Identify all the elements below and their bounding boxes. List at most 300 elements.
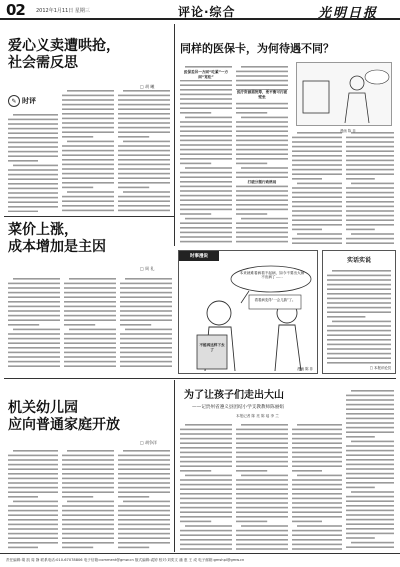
text-line bbox=[180, 227, 232, 229]
text-line bbox=[346, 473, 394, 475]
text-line bbox=[64, 306, 116, 308]
text-line bbox=[292, 210, 342, 212]
text-line bbox=[292, 146, 342, 148]
text-line bbox=[236, 539, 288, 541]
text-line bbox=[62, 491, 114, 493]
text-lines bbox=[346, 388, 394, 550]
article3-body-col3 bbox=[120, 276, 172, 368]
sidebar-title: 实话实说 bbox=[346, 257, 371, 264]
text-line bbox=[8, 352, 60, 354]
text-line bbox=[62, 455, 114, 457]
text-line bbox=[180, 140, 232, 142]
text-line bbox=[118, 510, 170, 512]
text-line bbox=[346, 215, 394, 217]
text-line bbox=[236, 121, 288, 123]
text-line bbox=[185, 475, 232, 477]
text-line bbox=[346, 187, 394, 189]
text-line bbox=[125, 329, 172, 331]
text-line bbox=[8, 533, 58, 535]
text-line bbox=[8, 510, 58, 512]
text-line bbox=[180, 534, 232, 536]
text-line bbox=[64, 365, 116, 367]
text-line bbox=[180, 121, 232, 123]
text-line bbox=[292, 187, 342, 189]
text-line bbox=[8, 183, 58, 185]
text-line bbox=[8, 296, 60, 298]
text-line bbox=[236, 241, 288, 243]
text-line bbox=[62, 99, 114, 101]
text-line bbox=[118, 104, 170, 106]
text-line bbox=[62, 464, 114, 466]
text-line bbox=[185, 167, 232, 169]
text-line bbox=[292, 219, 342, 221]
text-line bbox=[64, 315, 116, 317]
sidebar-body bbox=[327, 268, 391, 364]
text-line bbox=[351, 233, 394, 235]
text-line bbox=[292, 488, 342, 490]
text-line bbox=[180, 232, 232, 234]
text-line bbox=[62, 482, 114, 484]
text-line bbox=[346, 150, 394, 152]
text-line bbox=[185, 117, 232, 119]
text-line bbox=[180, 112, 211, 114]
text-line bbox=[8, 160, 38, 162]
text-line bbox=[241, 475, 288, 477]
text-line bbox=[180, 204, 232, 206]
text-line bbox=[62, 113, 114, 115]
text-line bbox=[118, 200, 170, 202]
text-line bbox=[180, 84, 232, 86]
text-line bbox=[180, 172, 232, 174]
text-line bbox=[346, 500, 394, 502]
text-line bbox=[180, 461, 232, 463]
text-line bbox=[346, 459, 394, 461]
text-line bbox=[236, 507, 288, 509]
article4-byline: □ 胡争洋 bbox=[140, 440, 158, 445]
text-line bbox=[346, 155, 394, 157]
article2-body-col1 bbox=[180, 64, 232, 244]
text-line bbox=[180, 493, 232, 495]
text-line bbox=[292, 196, 342, 198]
text-line bbox=[236, 511, 288, 513]
text-line bbox=[327, 288, 391, 290]
text-line bbox=[346, 404, 394, 406]
text-line bbox=[292, 479, 342, 481]
cartoon-credit: 漫画 陈 非 bbox=[297, 367, 313, 371]
text-line bbox=[180, 516, 232, 518]
sidebar-byline: □ 本报评论员 bbox=[369, 366, 391, 370]
text-lines bbox=[292, 130, 342, 244]
text-line bbox=[292, 539, 342, 541]
feature-subtitle: ——记贵州省遵义县团结小学支教教师陈丽娟 bbox=[192, 405, 284, 410]
text-line bbox=[346, 413, 394, 415]
text-line bbox=[120, 352, 172, 354]
text-line bbox=[123, 450, 170, 452]
text-line bbox=[62, 159, 114, 161]
text-line bbox=[180, 130, 232, 132]
text-line bbox=[292, 484, 342, 486]
text-line bbox=[236, 204, 288, 206]
text-line bbox=[8, 455, 58, 457]
text-line bbox=[292, 507, 342, 509]
text-line bbox=[346, 173, 394, 175]
text-line bbox=[346, 229, 375, 231]
text-line bbox=[64, 361, 116, 363]
text-line bbox=[118, 196, 170, 198]
text-line bbox=[236, 429, 288, 431]
article4-headline-line1: 机关幼儿园 bbox=[8, 400, 78, 416]
text-lines bbox=[62, 448, 114, 550]
text-line bbox=[180, 442, 232, 444]
text-line bbox=[346, 496, 394, 498]
text-line bbox=[118, 127, 170, 129]
text-line bbox=[346, 436, 375, 438]
text-line bbox=[62, 145, 114, 147]
article4-headline-line2: 应向普通家庭开放 bbox=[8, 416, 120, 433]
article2-illustration bbox=[296, 62, 392, 126]
text-line bbox=[180, 98, 232, 100]
text-line bbox=[118, 168, 170, 170]
text-line bbox=[346, 395, 394, 397]
text-line bbox=[236, 163, 267, 165]
text-line bbox=[62, 104, 114, 106]
article1-byline: □ 胡 曦 bbox=[140, 84, 155, 89]
text-line bbox=[236, 236, 288, 238]
text-line bbox=[346, 210, 394, 212]
text-line bbox=[8, 137, 58, 139]
text-line bbox=[120, 287, 172, 289]
text-line bbox=[292, 215, 342, 217]
text-line bbox=[236, 493, 288, 495]
text-line bbox=[62, 127, 114, 129]
column-divider-2 bbox=[174, 380, 175, 552]
text-line bbox=[123, 141, 170, 143]
text-line bbox=[64, 333, 116, 335]
text-line bbox=[185, 66, 232, 68]
text-lines bbox=[346, 130, 394, 244]
text-line bbox=[346, 519, 394, 521]
text-line bbox=[346, 482, 394, 484]
text-line bbox=[236, 71, 288, 73]
text-line bbox=[62, 210, 114, 212]
text-line bbox=[120, 319, 172, 321]
text-line bbox=[236, 144, 288, 146]
text-line bbox=[292, 141, 342, 143]
text-line bbox=[118, 464, 170, 466]
text-line bbox=[62, 196, 114, 198]
text-line bbox=[180, 502, 232, 504]
text-line bbox=[292, 534, 342, 536]
text-line bbox=[297, 233, 342, 235]
text-line bbox=[64, 324, 95, 326]
text-line bbox=[120, 365, 172, 367]
text-line bbox=[346, 224, 394, 226]
text-line bbox=[346, 427, 394, 429]
text-line bbox=[67, 90, 114, 92]
text-line bbox=[8, 524, 58, 526]
text-line bbox=[180, 222, 232, 224]
text-line bbox=[180, 158, 232, 160]
pen-icon: ✎ bbox=[8, 95, 20, 107]
text-line bbox=[346, 219, 394, 221]
newspaper-logo: 光明日报 bbox=[318, 6, 379, 21]
text-line bbox=[8, 287, 60, 289]
text-line bbox=[327, 325, 391, 327]
text-line bbox=[118, 177, 170, 179]
text-line bbox=[292, 521, 322, 523]
text-line bbox=[8, 468, 58, 470]
text-line bbox=[346, 408, 394, 410]
text-line bbox=[8, 356, 60, 358]
text-line bbox=[67, 450, 114, 452]
text-line bbox=[292, 511, 342, 513]
text-line bbox=[123, 191, 170, 193]
text-lines bbox=[120, 276, 172, 368]
text-line bbox=[180, 80, 232, 82]
text-line bbox=[64, 292, 116, 294]
text-line bbox=[118, 118, 170, 120]
text-line bbox=[327, 307, 391, 309]
text-line bbox=[8, 361, 60, 363]
text-line bbox=[62, 108, 114, 110]
text-line bbox=[346, 164, 394, 166]
text-line bbox=[346, 146, 394, 148]
text-line bbox=[241, 167, 288, 169]
text-line bbox=[180, 199, 232, 201]
text-line bbox=[180, 456, 232, 458]
text-line bbox=[62, 487, 114, 489]
text-line bbox=[180, 484, 232, 486]
text-line bbox=[8, 155, 58, 157]
text-line bbox=[241, 117, 288, 119]
text-line bbox=[118, 136, 149, 138]
text-line bbox=[346, 454, 394, 456]
text-line bbox=[118, 108, 170, 110]
cartoon-sign: 看看病变得“一会儿搞”了。 bbox=[254, 298, 296, 302]
text-line bbox=[351, 132, 394, 134]
text-line bbox=[292, 178, 322, 180]
text-line bbox=[8, 547, 38, 549]
text-line bbox=[123, 90, 170, 92]
text-line bbox=[292, 224, 342, 226]
text-line bbox=[62, 528, 114, 530]
feature-byline: 本报记者 陈 亮 陈 瑶 李 兰 bbox=[236, 414, 279, 418]
text-line bbox=[327, 348, 391, 350]
text-line bbox=[236, 75, 288, 77]
text-line bbox=[8, 519, 58, 521]
article2-subhead-2: 医疗资源需统筹，要平衡可打破壁垒 bbox=[236, 90, 288, 99]
text-line bbox=[346, 546, 394, 548]
text-line bbox=[180, 186, 232, 188]
text-line bbox=[120, 306, 172, 308]
article1-body-col1 bbox=[8, 112, 58, 212]
text-line bbox=[236, 103, 288, 105]
text-line bbox=[118, 491, 170, 493]
text-line bbox=[8, 528, 58, 530]
text-line bbox=[8, 542, 58, 544]
text-line bbox=[236, 80, 288, 82]
text-line bbox=[8, 119, 58, 121]
text-line bbox=[292, 192, 342, 194]
text-line bbox=[236, 186, 288, 188]
article2-caption: 漫画 陈 非 bbox=[340, 129, 356, 133]
text-line bbox=[13, 278, 60, 280]
text-lines bbox=[8, 112, 58, 212]
text-line bbox=[327, 284, 391, 286]
text-line bbox=[346, 468, 394, 470]
article1-body-col2 bbox=[62, 88, 114, 212]
text-line bbox=[180, 447, 232, 449]
article2-subhead-3: 打破分割行政格局 bbox=[236, 180, 288, 185]
text-line bbox=[346, 418, 394, 420]
text-line bbox=[69, 329, 116, 331]
text-line bbox=[118, 514, 170, 516]
text-line bbox=[8, 505, 58, 507]
cartoon-board: 不能再这样下去了 bbox=[199, 343, 225, 352]
text-line bbox=[62, 496, 93, 498]
text-line bbox=[180, 195, 232, 197]
text-line bbox=[292, 155, 342, 157]
text-line bbox=[118, 187, 149, 189]
text-line bbox=[236, 530, 288, 532]
text-line bbox=[120, 324, 151, 326]
text-line bbox=[118, 145, 170, 147]
text-line bbox=[118, 154, 170, 156]
text-line bbox=[8, 324, 39, 326]
text-line bbox=[332, 270, 391, 272]
article4-body-col1 bbox=[8, 448, 58, 550]
text-line bbox=[118, 164, 170, 166]
text-line bbox=[13, 329, 60, 331]
issue-date: 2012年1月11日 星期三 bbox=[36, 8, 90, 14]
text-line bbox=[327, 339, 391, 341]
text-line bbox=[346, 206, 394, 208]
text-line bbox=[8, 292, 60, 294]
text-line bbox=[236, 470, 267, 472]
text-line bbox=[297, 475, 342, 477]
text-line bbox=[327, 357, 391, 359]
text-line bbox=[180, 213, 211, 215]
text-line bbox=[292, 465, 342, 467]
text-line bbox=[346, 450, 394, 452]
badge-label: 时评 bbox=[22, 96, 36, 105]
text-line bbox=[327, 275, 391, 277]
section-title: 评论·综合 bbox=[178, 5, 236, 19]
cartoon-speech-bubble: 本来就难看病看不起病，如今不要出大病不出病了…… bbox=[239, 271, 305, 280]
text-line bbox=[62, 154, 114, 156]
text-line bbox=[118, 173, 170, 175]
text-line bbox=[64, 342, 116, 344]
text-line bbox=[120, 296, 172, 298]
text-line bbox=[180, 153, 232, 155]
text-line bbox=[351, 491, 394, 493]
text-line bbox=[62, 131, 114, 133]
text-line bbox=[180, 511, 232, 513]
text-line bbox=[120, 333, 172, 335]
text-line bbox=[8, 128, 58, 130]
text-line bbox=[62, 182, 114, 184]
text-line bbox=[8, 482, 58, 484]
text-lines bbox=[180, 422, 232, 550]
article3-byline: □ 周 礼 bbox=[140, 266, 155, 271]
text-line bbox=[236, 548, 288, 550]
text-line bbox=[180, 126, 232, 128]
text-line bbox=[62, 118, 114, 120]
text-line bbox=[236, 135, 288, 137]
text-line bbox=[180, 181, 232, 183]
text-line bbox=[8, 188, 58, 190]
cartoon-panel bbox=[178, 250, 318, 374]
text-line bbox=[62, 136, 93, 138]
text-line bbox=[292, 470, 322, 472]
text-line bbox=[62, 177, 114, 179]
text-line bbox=[236, 199, 288, 201]
text-line bbox=[118, 122, 170, 124]
text-line bbox=[118, 542, 170, 544]
doctor-cartoon-image bbox=[297, 63, 393, 127]
text-line bbox=[8, 201, 58, 203]
text-line bbox=[327, 344, 391, 346]
text-line bbox=[346, 505, 394, 507]
text-line bbox=[67, 501, 114, 503]
article2-body-col4 bbox=[346, 130, 394, 244]
text-line bbox=[236, 176, 288, 178]
text-line bbox=[292, 447, 342, 449]
text-line bbox=[292, 137, 342, 139]
text-line bbox=[62, 537, 114, 539]
text-line bbox=[8, 478, 58, 480]
text-line bbox=[62, 473, 114, 475]
text-line bbox=[297, 132, 342, 134]
article4-headline bbox=[8, 400, 158, 434]
text-line bbox=[62, 164, 114, 166]
text-line bbox=[118, 519, 170, 521]
text-line bbox=[118, 468, 170, 470]
text-line bbox=[180, 433, 232, 435]
text-line bbox=[236, 158, 288, 160]
text-line bbox=[120, 301, 172, 303]
article4-body-col3 bbox=[118, 448, 170, 550]
text-line bbox=[118, 473, 170, 475]
article3-body-col1 bbox=[8, 276, 60, 368]
text-line bbox=[292, 493, 342, 495]
text-line bbox=[346, 178, 375, 180]
text-line bbox=[180, 488, 232, 490]
text-line bbox=[332, 321, 391, 323]
column-divider bbox=[174, 24, 175, 246]
text-line bbox=[62, 459, 114, 461]
text-line bbox=[120, 283, 172, 285]
text-line bbox=[8, 491, 58, 493]
text-line bbox=[8, 306, 60, 308]
text-line bbox=[185, 218, 232, 220]
text-line bbox=[236, 126, 288, 128]
text-line bbox=[118, 210, 170, 212]
text-line bbox=[327, 334, 391, 336]
text-line bbox=[180, 452, 232, 454]
text-line bbox=[236, 438, 288, 440]
text-lines bbox=[8, 276, 60, 368]
text-line bbox=[297, 525, 342, 527]
text-line bbox=[118, 113, 170, 115]
article2-body-col3 bbox=[292, 130, 342, 244]
text-line bbox=[292, 461, 342, 463]
text-line bbox=[180, 241, 232, 243]
text-line bbox=[180, 144, 232, 146]
text-line bbox=[346, 238, 394, 240]
text-line bbox=[64, 301, 116, 303]
text-line bbox=[180, 149, 232, 151]
